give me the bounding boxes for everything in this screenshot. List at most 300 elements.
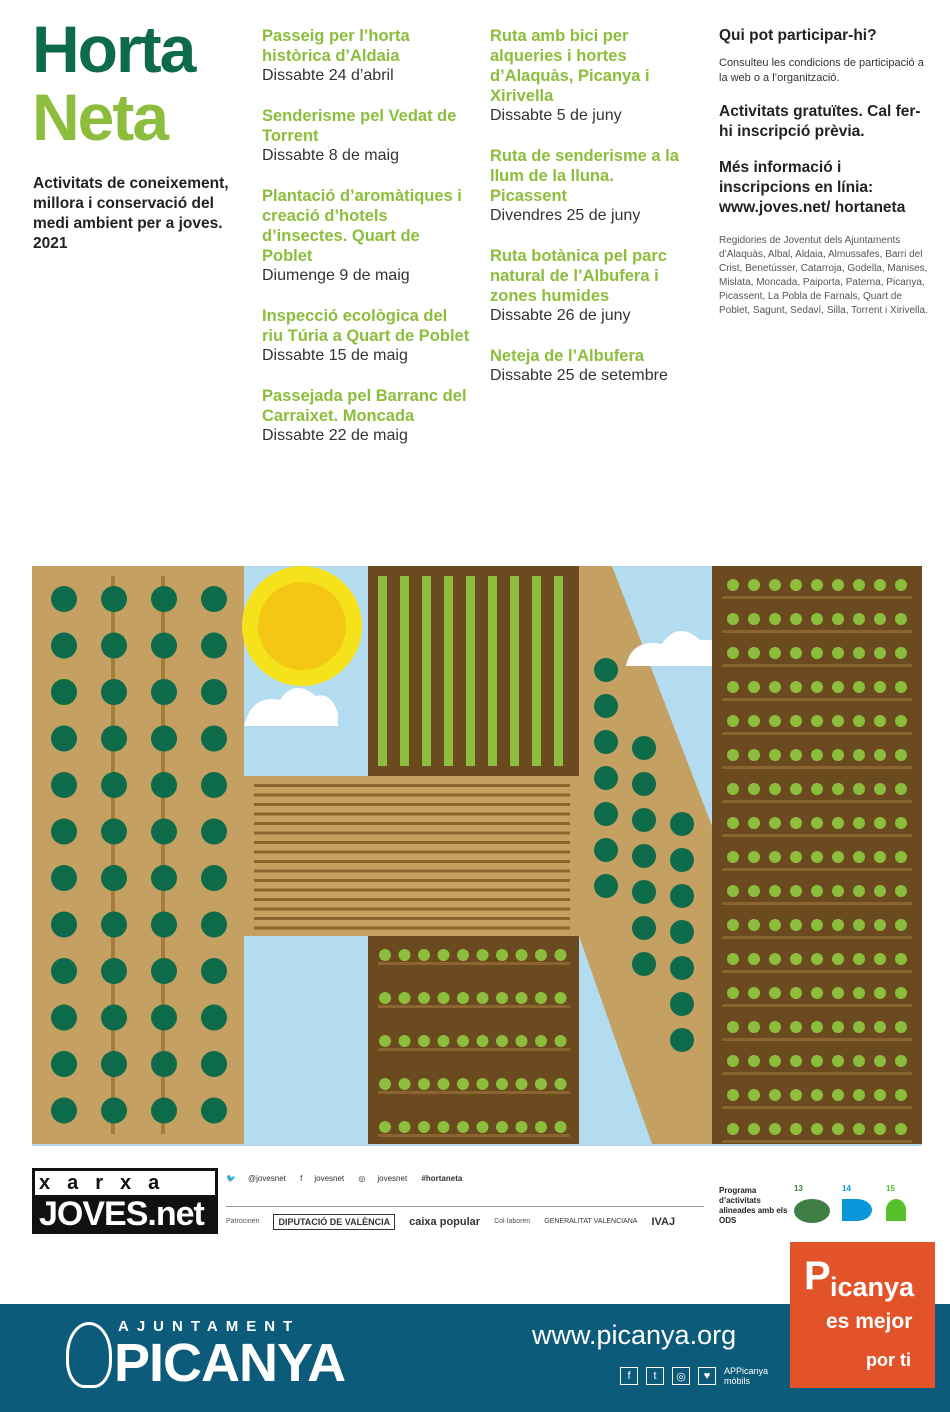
event-item (262, 186, 472, 286)
tree-dot (670, 920, 694, 944)
slogan-line3: por ti (866, 1350, 911, 1370)
crop-stripe (400, 576, 409, 766)
crop-dot (874, 953, 886, 965)
event-item (490, 246, 690, 326)
tree-dot (201, 865, 227, 891)
crop-dot (874, 749, 886, 761)
partners-row (226, 1206, 704, 1236)
crop-dot (790, 817, 802, 829)
furrow-line (378, 1048, 570, 1051)
crop-dot (379, 949, 391, 961)
furrow-line (722, 970, 912, 973)
tree-dot (151, 819, 177, 845)
crop-dot (769, 1123, 781, 1135)
title-horta: Horta (32, 12, 195, 86)
furrow-line (254, 832, 570, 835)
crop-dot (790, 613, 802, 625)
app-label[interactable]: APPicanya mòbils (724, 1366, 769, 1386)
info-column (719, 26, 929, 318)
tree-dot (670, 884, 694, 908)
twitter-icon[interactable]: t (646, 1367, 664, 1385)
furrow-line (722, 1140, 912, 1143)
furrow-line (722, 766, 912, 769)
instagram-icon[interactable]: ◎ (672, 1367, 690, 1385)
crop-dot (811, 817, 823, 829)
crop-dot (832, 647, 844, 659)
tree-dot (51, 772, 77, 798)
tree-icon (886, 1199, 906, 1221)
event-title: Passejada pel Barranc del Carraixet. Moncada (262, 387, 467, 425)
crop-stripe (422, 576, 431, 766)
event-date: Dissabte 5 de juny (490, 107, 622, 124)
event-title: Plantació d’aromàtiques i creació d’hotels d’insectes. Quart de Poblet (262, 187, 462, 265)
furrow-line (722, 902, 912, 905)
tree-dot (201, 958, 227, 984)
crop-dot (790, 647, 802, 659)
crop-dot (811, 919, 823, 931)
crop-dot (727, 783, 739, 795)
tree-dot (101, 726, 127, 752)
xarxa-joves-logo[interactable] (32, 1168, 218, 1234)
tree-dot (101, 865, 127, 891)
social-handles (226, 1174, 474, 1183)
furrow-line (722, 630, 912, 633)
instagram-icon[interactable]: ◎ (358, 1174, 366, 1183)
event-item (262, 106, 472, 166)
tree-dot (51, 1005, 77, 1031)
tree-dot (101, 912, 127, 938)
event-item (490, 346, 690, 386)
crop-dot (535, 992, 547, 1004)
tree-dot (594, 694, 618, 718)
subtitle: Activitats de coneixement, millora i conservació del medi ambient per a joves. 2021 (33, 175, 229, 252)
furrow-line (254, 917, 570, 920)
crop-dot (418, 1121, 430, 1133)
ivaj-logo: IVAJ (651, 1215, 676, 1228)
ods-number: 15 (886, 1184, 895, 1193)
crop-dot (727, 987, 739, 999)
crop-dot (874, 579, 886, 591)
crop-dot (853, 919, 865, 931)
crop-dot (769, 613, 781, 625)
crop-dot (790, 681, 802, 693)
tree-dot (201, 679, 227, 705)
crop-dot (477, 1035, 489, 1047)
crop-dot (790, 919, 802, 931)
crop-dot (895, 749, 907, 761)
tree-dot (670, 848, 694, 872)
xarxa-logo-top: xarxa (39, 1172, 177, 1194)
crop-dot (832, 1055, 844, 1067)
tree-dot (101, 1051, 127, 1077)
tree-dot (151, 1098, 177, 1124)
crop-dot (727, 579, 739, 591)
crop-dot (379, 1121, 391, 1133)
crop-dot (535, 1121, 547, 1133)
tree-dot (670, 812, 694, 836)
crop-dot (895, 1021, 907, 1033)
furrow-line (378, 1005, 570, 1008)
crop-dot (832, 885, 844, 897)
furrow-line (254, 908, 570, 911)
crop-dot (874, 817, 886, 829)
tree-dot (632, 736, 656, 760)
crop-dot (832, 1089, 844, 1101)
tree-dot (51, 1098, 77, 1124)
crop-dot (874, 715, 886, 727)
slogan-line2: es mejor (826, 1310, 913, 1333)
crop-dot (727, 953, 739, 965)
app-icon[interactable]: ♥ (698, 1367, 716, 1385)
crop-dot (727, 681, 739, 693)
event-date: Dissabte 8 de maig (262, 147, 399, 164)
crop-dot (895, 613, 907, 625)
fields-illustration (32, 566, 922, 1146)
crop-dot (895, 885, 907, 897)
crop-dot (516, 1035, 528, 1047)
tree-dot (101, 819, 127, 845)
crop-dot (769, 579, 781, 591)
tree-dot (632, 844, 656, 868)
crop-dot (853, 1089, 865, 1101)
crop-dot (748, 1089, 760, 1101)
crop-dot (853, 851, 865, 863)
crop-stripe (378, 576, 387, 766)
footer-socials (620, 1366, 774, 1386)
crop-dot (496, 1035, 508, 1047)
crop-dot (790, 579, 802, 591)
crop-dot (811, 783, 823, 795)
crop-dot (874, 1021, 886, 1033)
tree-dot (151, 679, 177, 705)
crop-dot (853, 1055, 865, 1067)
furrow-line (254, 822, 570, 825)
crop-dot (853, 987, 865, 999)
tree-dot (201, 912, 227, 938)
councils-text: Regidories de Joventut dels Ajuntaments d’Alaquàs, Albal, Aldaia, Almussafes, Barri del Crist, Benetússer, Catarroja, Godella, Manises, Mislata, Moncada, Paiporta, Paterna, Picanya, Picassent, La Pobla de Farnals, Quart de Poblet, Sagunt, Sedaví, Silla, Torrent i Xirivella. (719, 235, 928, 316)
crop-dot (727, 817, 739, 829)
furrow-line (254, 860, 570, 863)
event-item (262, 26, 472, 86)
crop-dot (727, 613, 739, 625)
event-date: Dissabte 22 de maig (262, 427, 408, 444)
crop-dot (853, 1123, 865, 1135)
crop-dot (748, 715, 760, 727)
furrow-line (254, 889, 570, 892)
crop-dot (790, 1021, 802, 1033)
crop-dot (790, 1055, 802, 1067)
crop-dot (895, 919, 907, 931)
ods-text: Programa d’activitats alineades amb els ODS (719, 1186, 788, 1225)
fish-icon (842, 1199, 872, 1221)
crop-dot (853, 579, 865, 591)
event-date: Dissabte 15 de maig (262, 347, 408, 364)
crop-dot (438, 949, 450, 961)
event-date: Divendres 25 de juny (490, 207, 641, 224)
tree-dot (151, 1005, 177, 1031)
event-date: Dissabte 25 de setembre (490, 367, 668, 384)
crop-dot (457, 1078, 469, 1090)
slogan-p: P (804, 1254, 831, 1298)
furrow-line (378, 962, 570, 965)
crop-dot (477, 1078, 489, 1090)
furrow-line (254, 927, 570, 930)
crop-dot (832, 953, 844, 965)
crop-dot (496, 1078, 508, 1090)
furrow-line (254, 784, 570, 787)
free-activities-text: Activitats gratuïtes. Cal fer-hi inscripció prèvia. (719, 103, 921, 140)
crop-dot (496, 1121, 508, 1133)
crop-stripe (532, 576, 541, 766)
crop-dot (516, 1078, 528, 1090)
crop-dot (874, 885, 886, 897)
crop-dot (769, 1021, 781, 1033)
crop-dot (379, 1078, 391, 1090)
crop-dot (438, 1078, 450, 1090)
crop-dot (418, 1078, 430, 1090)
crop-dot (727, 749, 739, 761)
furrow-line (722, 664, 912, 667)
event-item (490, 146, 690, 226)
crop-dot (874, 987, 886, 999)
crop-dot (769, 681, 781, 693)
tree-dot (201, 1005, 227, 1031)
crop-dot (438, 1121, 450, 1133)
instagram-handle[interactable]: jovesnet (377, 1174, 408, 1183)
crop-dot (895, 647, 907, 659)
crop-dot (790, 987, 802, 999)
crop-dot (811, 613, 823, 625)
crop-dot (555, 1121, 567, 1133)
crop-dot (790, 885, 802, 897)
caixa-popular-logo: caixa popular (409, 1215, 481, 1228)
crop-dot (769, 647, 781, 659)
crop-dot (811, 1089, 823, 1101)
crop-dot (874, 1089, 886, 1101)
ods-14-badge (842, 1184, 882, 1230)
crop-dot (832, 783, 844, 795)
facebook-handle[interactable]: jovesnet (314, 1174, 345, 1183)
crop-dot (832, 681, 844, 693)
tree-dot (51, 586, 77, 612)
crop-dot (748, 1021, 760, 1033)
crop-dot (727, 1089, 739, 1101)
more-info-text[interactable]: Més informació i inscripcions en línia: www.joves.net/ hortaneta (719, 159, 906, 216)
gva-logo: GENERALITAT VALENCIANA (544, 1218, 638, 1225)
diputacio-logo: DIPUTACIÓ DE VALÈNCIA (273, 1214, 395, 1230)
crop-dot (555, 1078, 567, 1090)
tree-dot (201, 586, 227, 612)
crop-dot (748, 919, 760, 931)
tree-dot (201, 726, 227, 752)
event-item (262, 386, 472, 446)
tree-dot (632, 880, 656, 904)
furrow-line (254, 898, 570, 901)
crop-dot (457, 1035, 469, 1047)
crop-dot (555, 992, 567, 1004)
crop-dot (727, 715, 739, 727)
tree-dot (670, 992, 694, 1016)
crop-dot (874, 851, 886, 863)
tree-dot (51, 726, 77, 752)
crop-dot (832, 851, 844, 863)
crop-dot (811, 1055, 823, 1067)
xarxa-logo-bottom: JOVES.net (35, 1195, 215, 1233)
crop-dot (438, 992, 450, 1004)
crop-dot (790, 749, 802, 761)
furrow-line (254, 851, 570, 854)
crop-dot (399, 1078, 411, 1090)
crop-dot (535, 949, 547, 961)
twitter-icon[interactable]: 🐦 (226, 1174, 236, 1183)
crop-dot (832, 919, 844, 931)
facebook-icon[interactable]: f (300, 1174, 303, 1183)
crop-dot (811, 749, 823, 761)
crop-dot (790, 953, 802, 965)
tree-dot (101, 679, 127, 705)
crop-dot (727, 851, 739, 863)
crop-dot (399, 992, 411, 1004)
ods-number: 14 (842, 1184, 851, 1193)
crop-dot (399, 949, 411, 961)
crop-dot (399, 1035, 411, 1047)
tree-dot (201, 1051, 227, 1077)
crop-dot (477, 992, 489, 1004)
event-item (490, 26, 690, 126)
ods-13-badge (794, 1184, 834, 1230)
tree-dot (594, 730, 618, 754)
tree-dot (101, 958, 127, 984)
furrow-line (722, 834, 912, 837)
crop-dot (438, 1035, 450, 1047)
crop-dot (379, 1035, 391, 1047)
tree-dot (151, 912, 177, 938)
crop-dot (727, 919, 739, 931)
crop-dot (874, 647, 886, 659)
furrow-line (254, 870, 570, 873)
crop-stripe (510, 576, 519, 766)
crop-dot (853, 749, 865, 761)
crop-dot (853, 885, 865, 897)
crop-dot (811, 953, 823, 965)
crop-dot (727, 647, 739, 659)
furrow-line (378, 1091, 570, 1094)
tree-dot (151, 958, 177, 984)
crop-dot (853, 715, 865, 727)
crop-dot (874, 919, 886, 931)
crop-dot (769, 1055, 781, 1067)
tree-dot (201, 819, 227, 845)
crop-stripe (444, 576, 453, 766)
crop-dot (895, 987, 907, 999)
twitter-handle[interactable]: @jovesnet (247, 1174, 286, 1183)
event-title: Ruta amb bici per alqueries i hortes d’Alaquàs, Picanya i Xirivella (490, 27, 650, 105)
field-line (111, 576, 115, 1134)
crop-dot (457, 992, 469, 1004)
crop-dot (399, 1121, 411, 1133)
tree-dot (201, 1098, 227, 1124)
furrow-line (254, 794, 570, 797)
tree-dot (594, 658, 618, 682)
crop-dot (895, 783, 907, 795)
crop-dot (853, 681, 865, 693)
furrow-line (722, 800, 912, 803)
participation-text: Consulteu les condicions de participació a la web o a l’organització. (719, 57, 924, 84)
tree-dot (594, 874, 618, 898)
hashtag: #hortaneta (421, 1174, 463, 1183)
website-link[interactable]: www.picanya.org (532, 1320, 737, 1350)
crop-dot (457, 1121, 469, 1133)
crop-stripe (554, 576, 563, 766)
crop-dot (457, 949, 469, 961)
event-title: Neteja de l’Albufera (490, 347, 645, 365)
tree-dot (201, 633, 227, 659)
crop-dot (769, 919, 781, 931)
crop-dot (832, 579, 844, 591)
furrow-line (254, 879, 570, 882)
facebook-icon[interactable]: f (620, 1367, 638, 1385)
event-date: Dissabte 24 d’abril (262, 67, 394, 84)
crop-dot (418, 992, 430, 1004)
crop-dot (477, 1121, 489, 1133)
crop-dot (853, 613, 865, 625)
crop-dot (832, 1123, 844, 1135)
crop-dot (895, 579, 907, 591)
tree-dot (101, 1005, 127, 1031)
picanya-name: PICANYA (114, 1333, 346, 1393)
field-line (161, 576, 165, 1134)
crop-dot (748, 987, 760, 999)
crop-dot (832, 613, 844, 625)
furrow-line (254, 803, 570, 806)
slogan-box (790, 1242, 935, 1388)
ods-15-badge (886, 1184, 926, 1230)
crop-dot (748, 885, 760, 897)
crop-dot (895, 1089, 907, 1101)
crop-dot (874, 783, 886, 795)
crop-dot (895, 715, 907, 727)
event-item (262, 306, 472, 366)
crop-dot (727, 1021, 739, 1033)
event-title: Inspecció ecològica del riu Túria a Quart de Poblet (262, 307, 470, 345)
crop-dot (379, 992, 391, 1004)
crop-dot (748, 749, 760, 761)
crop-dot (790, 1089, 802, 1101)
crop-dot (811, 987, 823, 999)
crop-dot (832, 987, 844, 999)
slogan-name: icanya (830, 1272, 915, 1302)
ods-number: 13 (794, 1184, 803, 1193)
crop-dot (790, 715, 802, 727)
crop-dot (874, 1123, 886, 1135)
crop-dot (811, 1123, 823, 1135)
event-title: Ruta botànica pel parc natural de l’Albufera i zones humides (490, 247, 667, 305)
crop-dot (853, 647, 865, 659)
crop-dot (811, 715, 823, 727)
crop-dot (811, 579, 823, 591)
crop-dot (874, 1055, 886, 1067)
crop-dot (895, 817, 907, 829)
event-date: Diumenge 9 de maig (262, 267, 410, 284)
tree-dot (151, 726, 177, 752)
furrow-line (254, 813, 570, 816)
tree-dot (101, 1098, 127, 1124)
event-date: Dissabte 26 de juny (490, 307, 631, 324)
crop-dot (769, 783, 781, 795)
tree-dot (151, 586, 177, 612)
crop-dot (895, 1123, 907, 1135)
crop-dot (748, 647, 760, 659)
